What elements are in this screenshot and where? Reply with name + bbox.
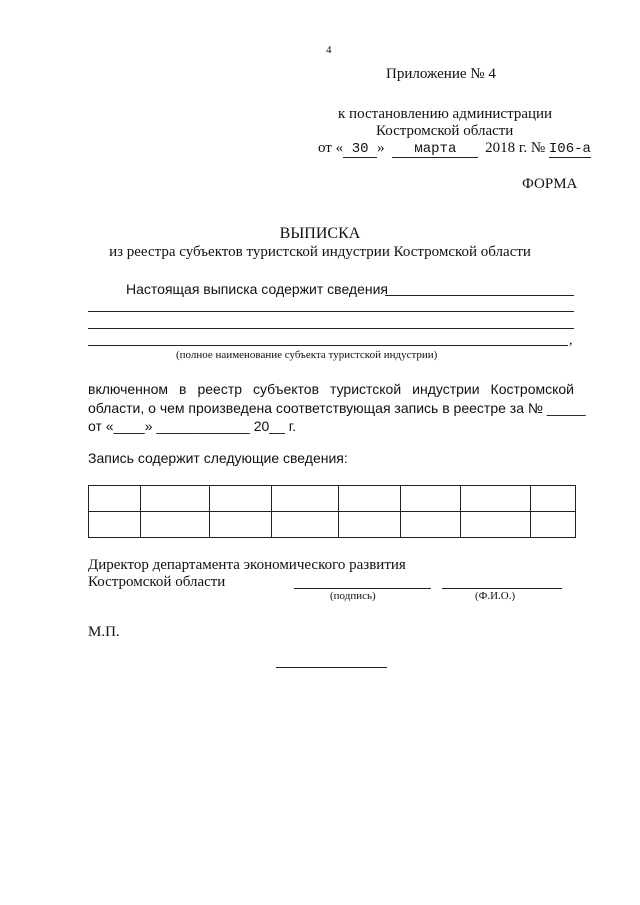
decree-from-prefix: от « bbox=[318, 140, 344, 156]
body-line-1: включенном в реестр субъектов туристской индустрии Костромской bbox=[88, 381, 574, 397]
intro-text: Настоящая выписка содержит сведения bbox=[126, 281, 389, 297]
decree-year: 2018 г. № bbox=[485, 140, 546, 156]
name-line-1 bbox=[88, 311, 574, 312]
name-caption: (полное наименование субъекта туристской индустрии) bbox=[176, 349, 438, 361]
table-cell bbox=[89, 486, 141, 512]
decree-line-1: к постановлению администрации bbox=[338, 106, 553, 122]
table-cell bbox=[461, 512, 531, 538]
stamp-place: М.П. bbox=[88, 624, 120, 640]
decree-month: марта bbox=[392, 141, 478, 158]
table-cell bbox=[401, 486, 461, 512]
body-line-2: области, о чем произведена соответствующая запись в реестре за № _____ bbox=[88, 400, 586, 416]
body-line-3: от «____» ____________ 20__ г. bbox=[88, 418, 297, 434]
table-cell bbox=[140, 486, 209, 512]
signer-position-line-2: Костромской области bbox=[88, 574, 226, 590]
name-line-2 bbox=[88, 328, 574, 329]
table-cell bbox=[271, 512, 339, 538]
table-row bbox=[89, 512, 576, 538]
table-row bbox=[89, 486, 576, 512]
signer-position-line-1: Директор департамента экономического развития bbox=[88, 557, 406, 573]
table-cell bbox=[89, 512, 141, 538]
decree-date-line bbox=[318, 140, 591, 158]
table-cell bbox=[401, 512, 461, 538]
table-cell bbox=[461, 486, 531, 512]
table-cell bbox=[271, 486, 339, 512]
table-cell bbox=[339, 486, 401, 512]
document-subtitle: из реестра субъектов туристской индустрии Костромской области bbox=[109, 244, 531, 260]
page-number: 4 bbox=[326, 44, 332, 56]
fio-line bbox=[442, 588, 562, 589]
signature-caption: (подпись) bbox=[330, 590, 376, 602]
form-label: ФОРМА bbox=[522, 176, 578, 192]
record-intro: Запись содержит следующие сведения: bbox=[88, 450, 348, 466]
table-cell bbox=[209, 486, 271, 512]
signature-line bbox=[294, 588, 431, 589]
decree-number: I06-а bbox=[548, 141, 591, 157]
name-line-comma: , bbox=[569, 333, 573, 348]
intro-fill-line bbox=[385, 295, 574, 296]
decree-day: 30 bbox=[343, 141, 377, 158]
table-cell bbox=[531, 486, 576, 512]
table-cell bbox=[531, 512, 576, 538]
appendix-label: Приложение № 4 bbox=[386, 66, 496, 82]
decree-quote-close: » bbox=[377, 140, 385, 156]
table-cell bbox=[140, 512, 209, 538]
fio-caption: (Ф.И.О.) bbox=[475, 590, 516, 602]
decree-line-2: Костромской области bbox=[376, 123, 514, 139]
table-cell bbox=[339, 512, 401, 538]
document-title: ВЫПИСКА bbox=[279, 225, 361, 242]
name-line-3 bbox=[88, 345, 568, 346]
closing-line bbox=[276, 667, 387, 668]
record-table bbox=[88, 485, 576, 538]
table-cell bbox=[209, 512, 271, 538]
